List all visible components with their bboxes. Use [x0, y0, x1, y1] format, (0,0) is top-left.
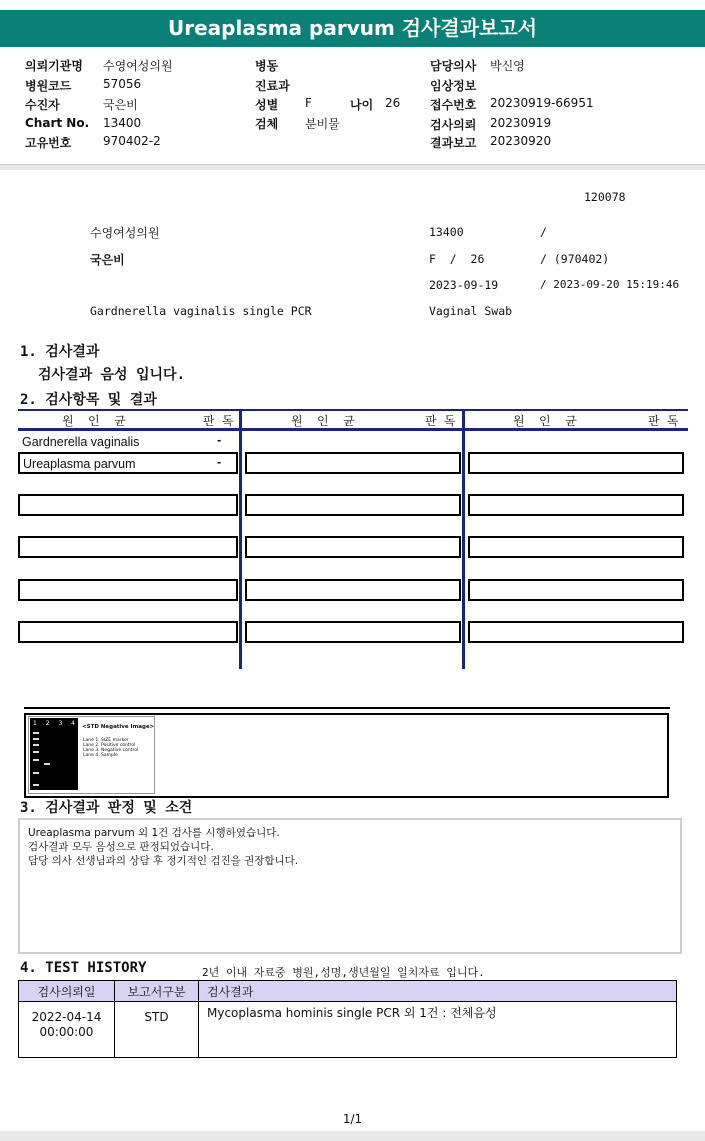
summary-request-date: 2023-09-19: [429, 278, 499, 292]
label-report-date: 결과보고: [430, 136, 477, 150]
organism-name: Ureaplasma parvum: [23, 457, 136, 471]
section-4-note: 2년 이내 자료중 병원,성명,생년월일 일치자료 입니다.: [202, 966, 485, 979]
history-date: 2022-04-14: [31, 1010, 102, 1024]
history-header-result: 검사결과: [199, 981, 677, 1002]
gel-electrophoresis-image: [30, 718, 78, 790]
section-1-result: 검사결과 음성 입니다.: [38, 367, 186, 383]
value-specimen: 분비물: [305, 117, 340, 131]
result-cell-empty: [18, 621, 238, 643]
gel-legend-title: <STD Negative Image>: [82, 724, 155, 730]
value-chart-no: 13400: [103, 116, 142, 130]
summary-specimen: Vaginal Swab: [429, 304, 513, 318]
label-unique-no: 고유번호: [25, 136, 72, 150]
section-2-title: 2. 검사항목 및 결과: [20, 392, 157, 408]
section-1-title: 1. 검사결과: [20, 344, 100, 360]
history-result: Mycoplasma hominis single PCR 외 1건 : 전체음성: [199, 1002, 677, 1058]
history-table: [18, 980, 677, 1058]
value-hospital: 수영여성의원: [103, 59, 173, 73]
col-header-judge-3: 판 독: [648, 414, 679, 428]
table-top-line: [18, 409, 688, 411]
summary-sex-age: F / 26: [429, 252, 485, 266]
col-header-organism-1: 원 인 균: [62, 414, 126, 428]
gel-band: [33, 751, 39, 753]
gel-legend-item: Lane 2. Positive control: [83, 743, 136, 748]
label-patient: 수진자: [25, 98, 60, 112]
label-sex: 성별: [255, 98, 279, 112]
label-specimen: 검체: [255, 117, 279, 131]
result-cell-empty: [18, 536, 238, 558]
result-cell-empty: [18, 494, 238, 516]
label-clinical-info: 임상정보: [430, 79, 477, 93]
summary-id: / (970402): [540, 252, 610, 266]
label-request-date: 검사의뢰: [430, 118, 477, 132]
page-number: 1/1: [342, 1112, 363, 1126]
table-col-divider-2: [462, 409, 465, 669]
summary-slash: /: [540, 225, 547, 239]
label-department: 진료과: [255, 79, 290, 93]
result-cell-empty: [468, 494, 684, 516]
value-patient: 국은비: [103, 98, 138, 112]
summary-patient: 국은비: [90, 253, 125, 267]
value-doctor: 박신영: [490, 59, 525, 73]
comment-line: Ureaplasma parvum 외 1건 검사를 시행하였습니다.: [28, 827, 280, 839]
history-header-row: [19, 981, 677, 1002]
summary-hospital: 수영여성의원: [90, 226, 160, 240]
result-cell-empty: [468, 452, 684, 474]
gel-band: [33, 759, 39, 761]
comment-line: 담당 의사 선생님과의 상담 후 정기적인 검진을 권장합니다.: [28, 855, 299, 867]
col-header-organism-3: 원 인 균: [513, 414, 577, 428]
summary-test-name: Gardnerella vaginalis single PCR: [90, 304, 312, 318]
history-header-date: 검사의뢰일: [19, 981, 115, 1002]
col-header-judge-1: 판 독: [203, 414, 234, 428]
history-date-cell: [19, 1002, 115, 1058]
value-hospital-code: 57056: [103, 77, 142, 91]
history-type: STD: [115, 1002, 199, 1058]
result-cell-empty: [468, 579, 684, 601]
organism-name: Gardnerella vaginalis: [22, 435, 140, 449]
value-request-date: 20230919: [490, 116, 552, 130]
result-cell-empty: [245, 452, 461, 474]
section-3-title: 3. 검사결과 판정 및 소견: [20, 800, 193, 816]
gel-band: [33, 784, 39, 786]
organism-result: -: [217, 455, 222, 469]
value-report-date: 20230920: [490, 134, 552, 148]
label-chart-no: Chart No.: [25, 116, 90, 130]
gel-legend: [83, 738, 138, 758]
result-cell-empty: [245, 579, 461, 601]
value-age: 26: [385, 96, 401, 110]
gel-band: [44, 763, 50, 765]
result-cell-empty: [245, 494, 461, 516]
label-hospital-code: 병원코드: [25, 79, 72, 93]
comment-line: 검사결과 모두 음성으로 판정되었습니다.: [28, 841, 214, 853]
result-cell-empty: [468, 536, 684, 558]
label-ward: 병동: [255, 59, 279, 73]
gel-band: [33, 744, 39, 746]
report-code: 120078: [584, 190, 626, 204]
gel-lane-number: 4: [71, 720, 75, 727]
label-reception-no: 접수번호: [430, 98, 477, 112]
value-unique-no: 970402-2: [103, 134, 161, 148]
gel-legend-item: Lane 3. Negative control: [83, 748, 139, 753]
page-bottom-band: [0, 1131, 705, 1141]
gel-band: [33, 772, 39, 774]
comment-box: [18, 818, 682, 954]
table-col-divider-1: [239, 409, 242, 669]
result-cell-empty: [468, 621, 684, 643]
summary-chart: 13400: [429, 225, 464, 239]
gel-legend-item: Lane 1. SIZE marker: [83, 738, 129, 743]
label-age: 나이: [350, 98, 374, 112]
header-divider: [0, 164, 705, 170]
organism-result: -: [217, 433, 222, 447]
value-reception-no: 20230919-66951: [490, 96, 594, 110]
gel-band: [33, 738, 39, 740]
gel-legend-item: Lane 4. Sample: [83, 753, 118, 758]
gel-lane-number: 3: [58, 720, 63, 727]
gel-divider: [24, 707, 670, 709]
section-4-title: 4. TEST HISTORY: [20, 960, 147, 976]
col-header-organism-2: 원 인 균: [291, 414, 355, 428]
result-cell-empty: [245, 536, 461, 558]
gel-lane-number: 2: [45, 720, 50, 727]
history-time: 00:00:00: [39, 1025, 94, 1039]
history-row: [19, 1002, 677, 1058]
value-sex: F: [305, 96, 312, 110]
label-hospital: 의뢰기관명: [25, 59, 83, 73]
result-cell-empty: [18, 579, 238, 601]
label-doctor: 담당의사: [430, 59, 477, 73]
history-header-type: 보고서구분: [115, 981, 199, 1002]
gel-band: [33, 732, 39, 734]
report-title: Ureaplasma parvum 검사결과보고서: [0, 10, 705, 47]
gel-lane-number: 1: [33, 720, 37, 727]
summary-report-datetime: / 2023-09-20 15:19:46: [540, 278, 680, 291]
col-header-judge-2: 판 독: [425, 414, 456, 428]
result-cell-empty: [245, 621, 461, 643]
